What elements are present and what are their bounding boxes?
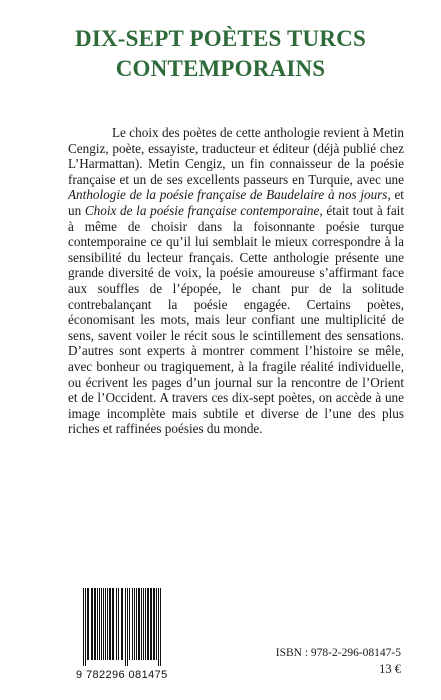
barcode-bar	[134, 588, 135, 660]
book-title-line-2: CONTEMPORAINS	[115, 56, 326, 81]
back-cover-blurb	[68, 125, 404, 437]
barcode-bar	[143, 588, 144, 660]
blurb-text-2: , et un	[68, 187, 404, 218]
price: 13 €	[379, 662, 401, 676]
barcode-bar	[116, 588, 117, 660]
barcode-bar	[87, 588, 89, 660]
blurb-italic-title-2: Choix de la poésie française contemporaine	[84, 202, 320, 218]
book-title	[0, 24, 441, 84]
barcode-bar	[129, 588, 130, 660]
barcode-bar	[138, 588, 140, 660]
barcode-bar	[141, 588, 142, 660]
barcode-bar	[105, 588, 106, 660]
isbn-number: ISBN : 978-2-296-08147-5	[275, 647, 401, 659]
barcode-bar	[107, 588, 108, 660]
barcode-bar	[91, 588, 93, 660]
barcode-bar	[85, 588, 86, 666]
barcode-bar	[109, 588, 111, 660]
barcode-bar	[99, 588, 100, 660]
barcode-bar	[153, 588, 155, 660]
barcode-bar	[136, 588, 137, 660]
barcode-bar	[150, 588, 152, 660]
barcode-bar	[101, 588, 102, 660]
barcode-bar	[158, 588, 159, 666]
blurb-text-1: Le choix des poètes de cette anthologie revient à Metin Cengiz, poète, essayiste, traducteur et éditeur (déjà publié chez L’Harmattan). Metin Cengiz, un fin connaisseur de la poésie française et un de ses excellents passeurs en Turquie, avec une	[68, 125, 404, 187]
barcode-bar	[121, 588, 123, 660]
barcode-bar	[132, 588, 133, 660]
barcode	[81, 588, 184, 666]
barcode-bar	[118, 588, 119, 660]
barcode-bar	[145, 588, 146, 660]
barcode-digits: 9 782296 081475	[76, 669, 168, 681]
blurb-paragraph	[68, 125, 404, 437]
barcode-bar	[94, 588, 96, 660]
barcode-bar	[125, 588, 126, 666]
barcode-bar	[97, 588, 98, 660]
barcode-bar	[103, 588, 104, 660]
book-title-line-1: DIX-SEPT POÈTES TURCS	[75, 26, 366, 51]
barcode-bar	[83, 588, 84, 666]
blurb-italic-title-1: Anthologie de la poésie française de Baudelaire à nos jours	[68, 187, 388, 203]
barcode-bar	[147, 588, 149, 660]
blurb-text-3: , était tout à fait à même de choisir dans la foisonnante poésie turque contemporaine ce qu’il lui semblait le mieux correspondre à la sensibilité du lecteur français. Cette anthologie présente une grande diversité de voix, la poésie amoureuse s’affirmant face aux souffles de l’épopée, le chant pur de la solitude contrebalançant la poésie engagée. Certains poètes, économisant les mots, mais leur confiant une multiplicité de sens, savent voiler le récit sous le scintillement des sensations. D’autres sont experts à montrer comment l’histoire se mêle, avec bonheur ou tragiquement, à la fragile réalité individuelle, ou écrivent les pages d’un journal sur la rencontre de l’Orient et de l’Occident. A travers ces dix-sept poètes, on accède à une image incomplète mais subtile et diverse de l’une des plus riches et raffinées poésies du monde.	[68, 202, 405, 437]
barcode-bar	[112, 588, 114, 660]
barcode-bar	[156, 588, 157, 660]
barcode-bars	[81, 588, 184, 666]
barcode-bar	[127, 588, 128, 666]
barcode-bar	[160, 588, 161, 666]
